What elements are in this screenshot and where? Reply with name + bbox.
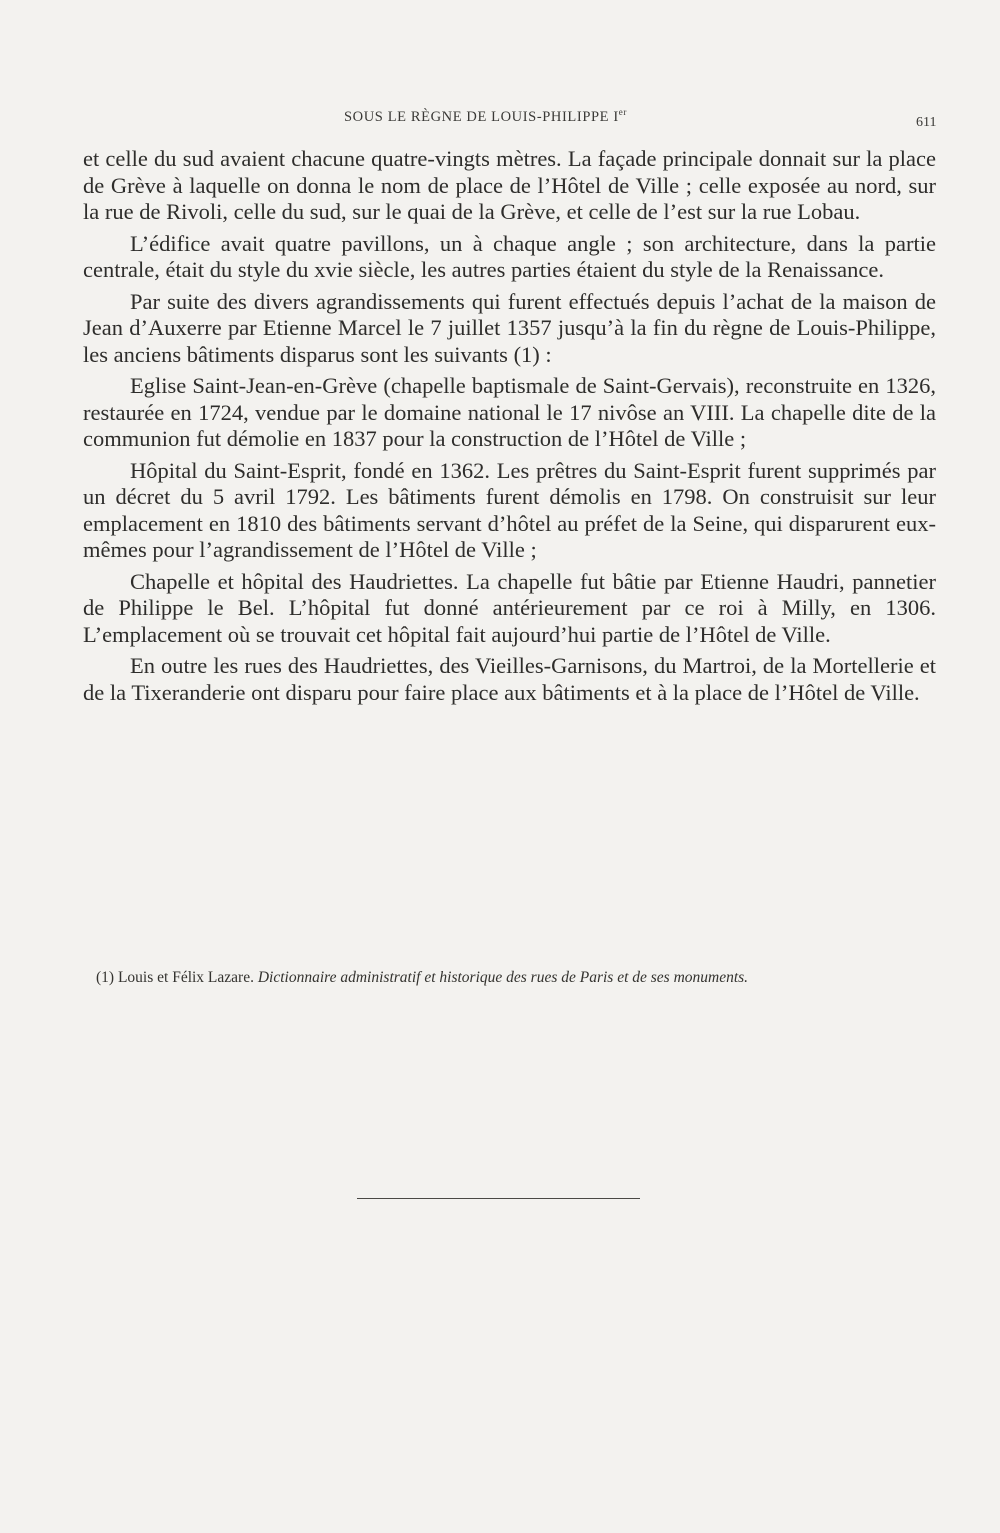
body-text (83, 146, 936, 711)
end-rule (357, 1198, 640, 1199)
paragraph: Chapelle et hôpital des Haudriettes. La chapelle fut bâtie par Etienne Haudri, pannetier de Philippe le Bel. L’hôpital fut donné antérieurement par ce roi à Milly, en 1306. L’emplacement où se trouvait cet hôpital fait aujourd’hui partie de l’Hôtel de Ville. (83, 568, 936, 647)
running-head (344, 107, 627, 126)
footnote-title: Dictionnaire administratif et historique des rues de Paris et de ses monuments. (257, 969, 749, 986)
footnote-marker: (1) (96, 969, 115, 986)
running-title-superscript: er (618, 107, 627, 117)
paragraph: L’édifice avait quatre pavillons, un à chaque angle ; son architecture, dans la partie centrale, était du style du xvie siècle, les autres parties étaient du style de la Renaissance. (83, 230, 936, 282)
running-title: SOUS LE RÈGNE DE LOUIS-PHILIPPE I (344, 108, 619, 125)
page-number: 611 (916, 115, 937, 130)
paragraph: et celle du sud avaient chacune quatre-vingts mètres. La façade principale donnait sur la place de Grève à laquelle on donna le nom de place de l’Hôtel de Ville ; celle exposée au nord, sur la rue de Rivoli, celle du sud, sur le quai de la Grève, et celle de l’est sur la rue Lobau. (83, 146, 936, 224)
paragraph: En outre les rues des Haudriettes, des Vieilles-Garnisons, du Martroi, de la Mortellerie et de la Tixeranderie ont disparu pour faire place aux bâtiments et à la place de l’Hôtel de Ville. (83, 653, 936, 705)
paragraph: Hôpital du Saint-Esprit, fondé en 1362. Les prêtres du Saint-Esprit furent supprimés par un décret du 5 avril 1792. Les bâtiments furent démolis en 1798. On construisit sur leur emplacement en 1810 des bâtiments servant d’hôtel au préfet de la Seine, qui disparurent eux-mêmes pour l’agrandissement de l’Hôtel de Ville ; (83, 457, 936, 562)
paragraph: Eglise Saint-Jean-en-Grève (chapelle baptismale de Saint-Gervais), reconstruite en 1326, restaurée en 1724, vendue par le domaine national le 17 nivôse an VIII. La chapelle dite de la communion fut démolie en 1837 pour la construction de l’Hôtel de Ville ; (83, 373, 936, 451)
footnote-authors: Louis et Félix Lazare. (117, 969, 254, 986)
footnote (96, 969, 936, 987)
paragraph: Par suite des divers agrandissements qui furent effectués depuis l’achat de la maison de Jean d’Auxerre par Etienne Marcel le 7 juillet 1357 jusqu’à la fin du règne de Louis-Philippe, les anciens bâtiments disparus sont les suivants (1) : (83, 288, 936, 367)
